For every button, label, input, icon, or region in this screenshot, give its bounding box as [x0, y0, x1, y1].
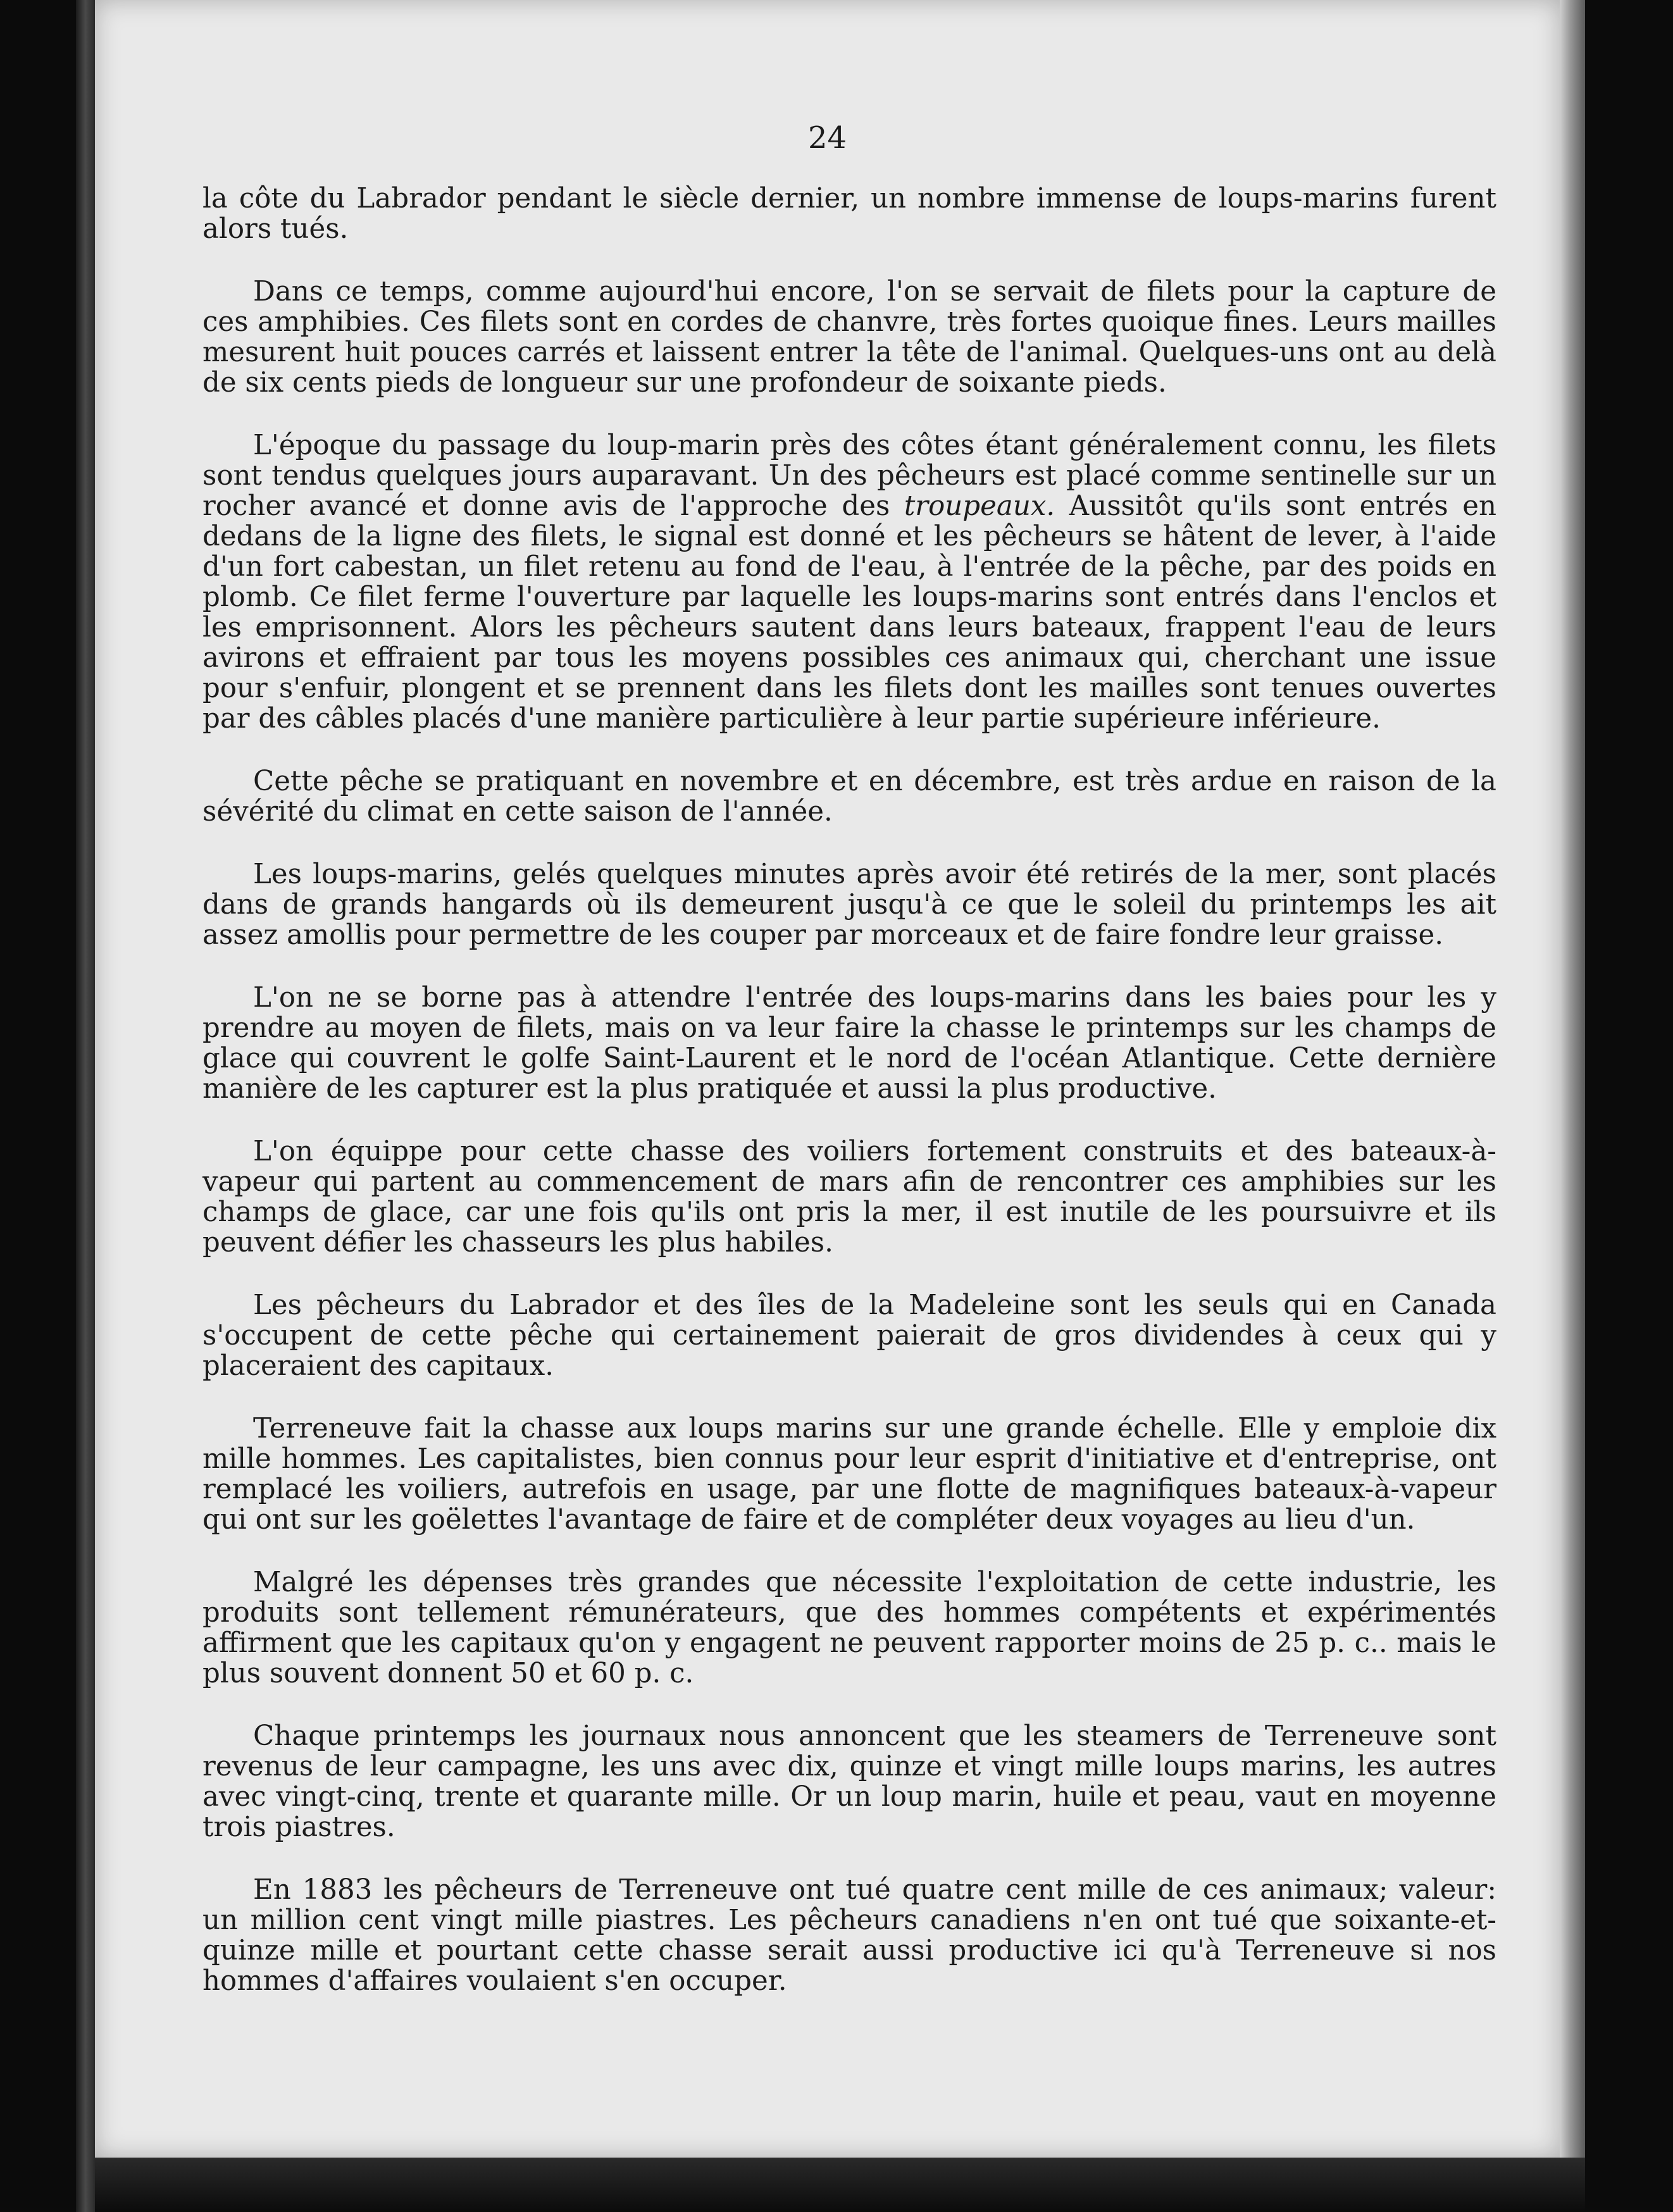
paragraph: L'époque du passage du loup-marin près des côtes étant généralement connu, les filets sont tendus quelques jours auparavant. Un des pêcheurs est placé comme sentinelle sur un rocher avancé et donne avis de l'approche des troupeaux. Aussitôt qu'ils sont entrés en dedans de la ligne des filets, le signal est donné et les pêcheurs se hâtent de lever, à l'aide d'un fort cabestan, un filet retenu au fond de l'eau, à l'entrée de la pêche, par des poids en plomb. Ce filet ferme l'ouverture par laquelle les loups-marins sont entrés dans l'enclos et les emprisonnent. Alors les pêcheurs sautent dans leurs bateaux, frappent l'eau de leurs avirons et effraient par tous les moyens possibles ces animaux qui, cherchant une issue pour s'enfuir, plongent et se prennent dans les filets dont les mailles sont tenues ouvertes par des câbles placés d'une manière particulière à leur partie supérieure inférieure.	[202, 430, 1496, 735]
scan-edge-right	[1560, 0, 1585, 2212]
scan-edge-bottom	[95, 2158, 1585, 2212]
book-page	[95, 0, 1560, 2158]
paragraph: Terreneuve fait la chasse aux loups marins sur une grande échelle. Elle y emploie dix mille hommes. Les capitalistes, bien connus pour leur esprit d'initiative et d'entreprise, ont remplacé les voiliers, autrefois en usage, par une flotte de magnifiques bateaux-à-vapeur qui ont sur les goëlettes l'avantage de faire et de compléter deux voyages au lieu d'un.	[202, 1413, 1496, 1536]
scan-edge-left	[76, 0, 95, 2212]
paragraph: la côte du Labrador pendant le siècle dernier, un nombre immense de loups-marins furent alors tués.	[202, 183, 1496, 245]
paragraph: Cette pêche se pratiquant en novembre et en décembre, est très ardue en raison de la sévérité du climat en cette saison de l'année.	[202, 766, 1496, 828]
page-body	[202, 183, 1496, 2029]
page-number: 24	[807, 120, 847, 156]
paragraph: L'on ne se borne pas à attendre l'entrée des loups-marins dans les baies pour les y prendre au moyen de filets, mais on va leur faire la chasse le printemps sur les champs de glace qui couvrent le golfe Saint-Laurent et le nord de l'océan Atlantique. Cette dernière manière de les capturer est la plus pratiquée et aussi la plus productive.	[202, 982, 1496, 1105]
paragraph: Malgré les dépenses très grandes que nécessite l'exploitation de cette industrie, les produits sont tellement rémunérateurs, que des hommes compétents et expérimentés affirment que les capitaux qu'on y engagent ne peuvent rapporter moins de 25 p. c.. mais le plus souvent donnent 50 et 60 p. c.	[202, 1567, 1496, 1689]
paragraph: Chaque printemps les journaux nous annoncent que les steamers de Terreneuve sont revenus de leur campagne, les uns avec dix, quinze et vingt mille loups marins, les autres avec vingt-cinq, trente et quarante mille. Or un loup marin, huile et peau, vaut en moyenne trois piastres.	[202, 1720, 1496, 1843]
paragraph: En 1883 les pêcheurs de Terreneuve ont tué quatre cent mille de ces animaux; valeur: un million cent vingt mille piastres. Les pêcheurs canadiens n'en ont tué que soixante-et-quinze mille et pourtant cette chasse serait aussi productive ici qu'à Terreneuve si nos hommes d'affaires voulaient s'en occuper.	[202, 1874, 1496, 1997]
paragraph: Les pêcheurs du Labrador et des îles de la Madeleine sont les seuls qui en Canada s'occupent de cette pêche qui certainement paierait de gros dividendes à ceux qui y placeraient des capitaux.	[202, 1289, 1496, 1382]
paragraph: L'on équippe pour cette chasse des voiliers fortement construits et des bateaux-à-vapeur qui partent au commencement de mars afin de rencontrer ces amphibies sur les champs de glace, car une fois qu'ils ont pris la mer, il est inutile de les poursuivre et ils peuvent défier les chasseurs les plus habiles.	[202, 1136, 1496, 1258]
paragraph: Les loups-marins, gelés quelques minutes après avoir été retirés de la mer, sont placés dans de grands hangards où ils demeurent jusqu'à ce que le soleil du printemps les ait assez amollis pour permettre de les couper par morceaux et de faire fondre leur graisse.	[202, 859, 1496, 951]
paragraph: Dans ce temps, comme aujourd'hui encore, l'on se servait de filets pour la capture de ces amphibies. Ces filets sont en cordes de chanvre, très fortes quoique fines. Leurs mailles mesurent huit pouces carrés et laissent entrer la tête de l'animal. Quelques-uns ont au delà de six cents pieds de longueur sur une profondeur de soixante pieds.	[202, 276, 1496, 399]
